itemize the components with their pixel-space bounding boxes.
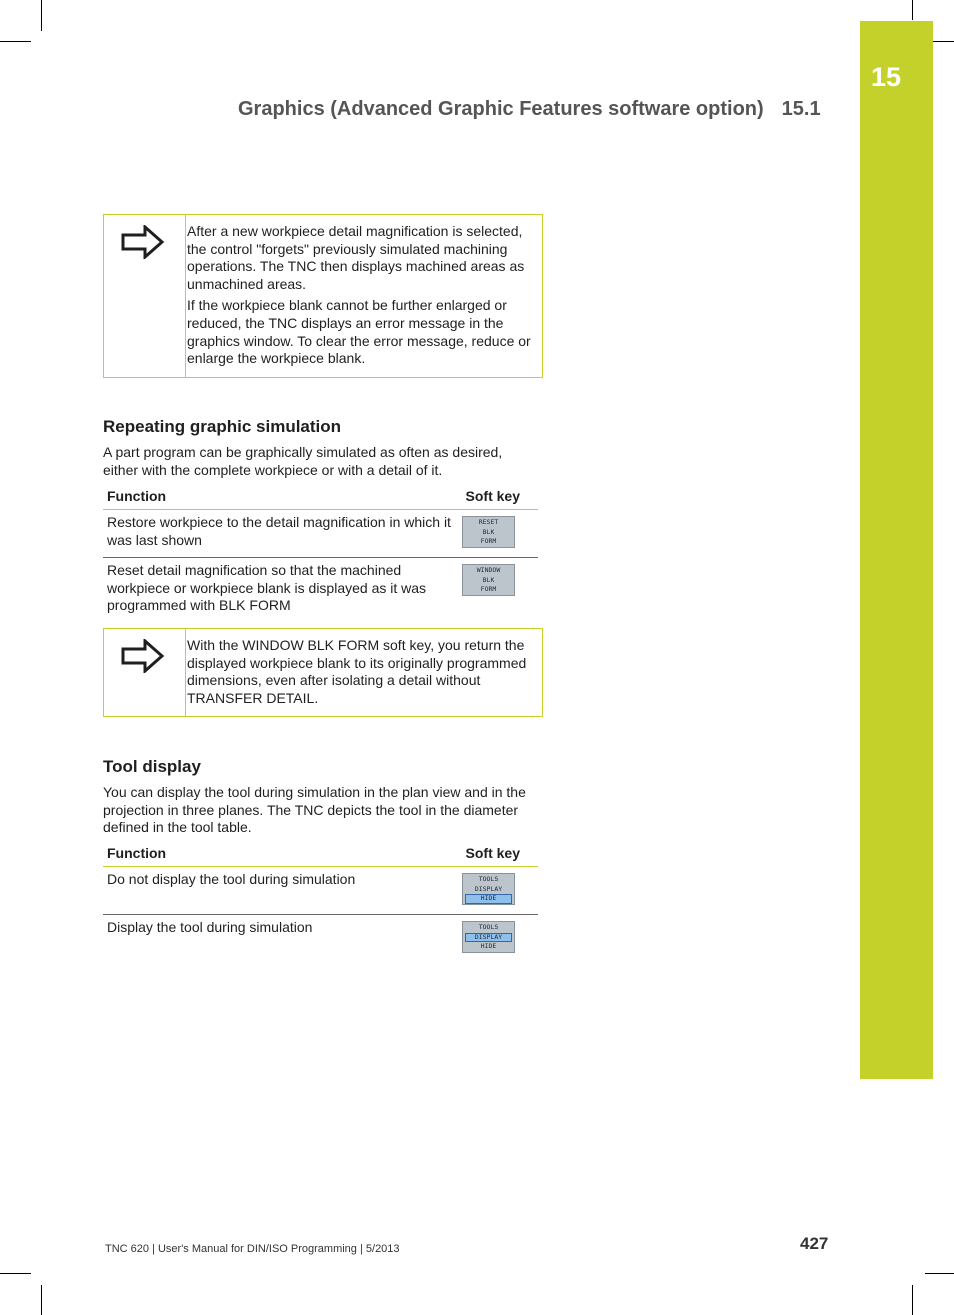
table-row: [103, 558, 538, 618]
crop-mark: [912, 0, 913, 20]
crop-mark: [912, 1285, 913, 1315]
softkey-tools-display-hide[interactable]: [462, 873, 515, 905]
column-header-function: Function: [107, 845, 167, 861]
note-box: [103, 214, 543, 378]
header-title: Graphics (Advanced Graphic Features software option): [238, 98, 764, 120]
crop-mark: [41, 1285, 42, 1315]
note-paragraph: With the WINDOW BLK FORM soft key, you return the displayed workpiece blank to its originally programmed dimensions, even after isolating a detail without TRANSFER DETAIL.: [187, 637, 527, 706]
function-description: Do not display the tool during simulation: [107, 871, 356, 887]
table-header: [103, 485, 538, 510]
column-header-function: Function: [107, 488, 167, 504]
note-text: [187, 223, 532, 372]
function-description: Restore workpiece to the detail magnification in which it was last shown: [107, 514, 451, 548]
section-intro: You can display the tool during simulation in the plan view and in the projection in three planes. The TNC depicts the tool in the diameter defined in the tool table.: [103, 784, 526, 836]
softkey-line: WINDOW: [476, 566, 501, 574]
section-heading: Tool display: [103, 757, 201, 776]
crop-mark: [925, 1273, 954, 1274]
table-row: [103, 510, 538, 558]
crop-mark: [933, 41, 954, 42]
table-header: [103, 842, 538, 867]
footer-text: TNC 620 | User's Manual for DIN/ISO Programming | 5/2013: [105, 1243, 400, 1255]
function-table: [103, 842, 538, 960]
note-divider: [185, 215, 186, 377]
page-number: 427: [800, 1234, 829, 1253]
section-intro: A part program can be graphically simulated as often as desired, either with the complete workpiece or with a detail of it.: [103, 444, 503, 478]
column-header-softkey: Soft key: [465, 845, 520, 861]
note-box: [103, 628, 543, 717]
header-section-number: 15.1: [781, 98, 821, 120]
softkey-line: FORM: [480, 537, 497, 545]
softkey-line: HIDE: [480, 942, 497, 950]
note-text: [187, 637, 532, 711]
chapter-sidebar: [860, 21, 933, 1079]
softkey-window-blk-form[interactable]: [462, 564, 515, 596]
crop-mark: [41, 0, 42, 31]
function-table: [103, 485, 538, 618]
arrow-right-icon: [121, 225, 165, 259]
function-description: Reset detail magnification so that the machined workpiece or workpiece blank is displayed as it was programmed with BLK FORM: [107, 562, 427, 614]
softkey-line: TOOLS: [478, 875, 499, 883]
softkey-line-active: HIDE: [465, 894, 512, 904]
softkey-line: BLK: [482, 527, 495, 536]
crop-mark: [0, 41, 31, 42]
column-header-softkey: Soft key: [465, 488, 520, 504]
softkey-line: FORM: [480, 585, 497, 593]
arrow-right-icon: [121, 639, 165, 673]
page-header: [238, 98, 821, 121]
softkey-line-active: DISPLAY: [465, 933, 512, 943]
softkey-line: DISPLAY: [474, 884, 503, 893]
note-paragraph: After a new workpiece detail magnification is selected, the control "forgets" previously simulated machining operations. The TNC then displays machined areas as unmachined areas.: [187, 223, 525, 292]
chapter-number: 15: [871, 62, 902, 92]
softkey-reset-blk-form[interactable]: [462, 516, 515, 548]
softkey-line: BLK: [482, 575, 495, 584]
softkey-tools-display-hide[interactable]: [462, 921, 515, 953]
softkey-line: RESET: [478, 518, 499, 526]
table-row: [103, 915, 538, 960]
note-divider: [185, 629, 186, 716]
note-paragraph: If the workpiece blank cannot be further enlarged or reduced, the TNC displays an error message in the graphics window. To clear the error message, reduce or enlarge the workpiece blank.: [187, 297, 531, 367]
section-heading: Repeating graphic simulation: [103, 417, 342, 436]
function-description: Display the tool during simulation: [107, 919, 313, 935]
crop-mark: [0, 1273, 31, 1274]
table-row: [103, 867, 538, 915]
softkey-line: TOOLS: [478, 923, 499, 931]
